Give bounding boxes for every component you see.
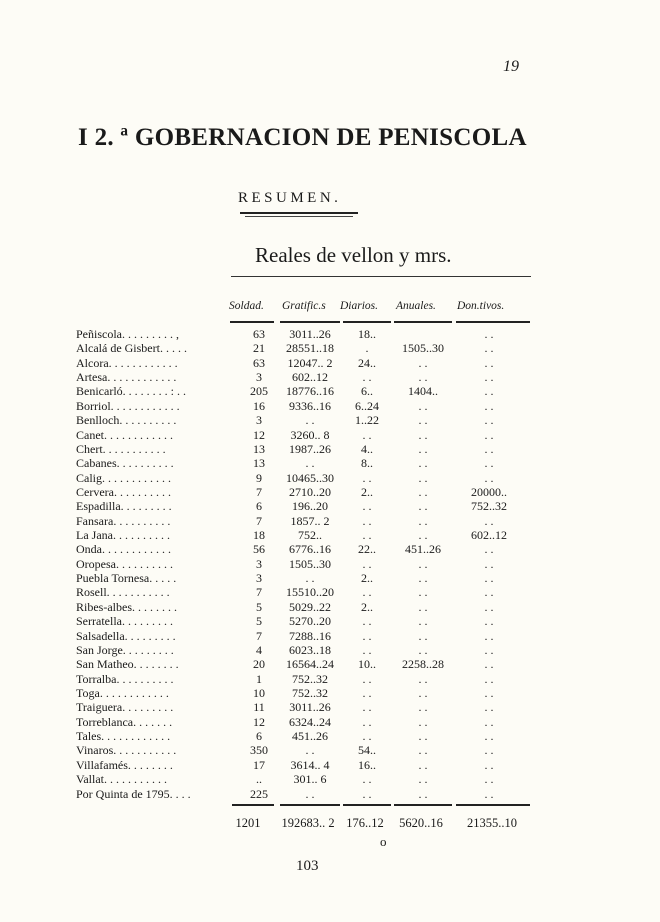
cell-gratificaciones: . . bbox=[305, 456, 315, 471]
col-header-rule bbox=[280, 321, 340, 323]
cell-diarios: . . bbox=[362, 528, 372, 543]
cell-donativos: . . bbox=[484, 671, 494, 686]
place-name: Por Quinta de 1795. . . . bbox=[76, 786, 191, 801]
cell-anuales: . . bbox=[418, 786, 428, 801]
cell-gratificaciones: 7288..16 bbox=[289, 628, 331, 643]
cell-diarios: 1..22 bbox=[355, 413, 379, 428]
cell-anuales: . . bbox=[418, 470, 428, 485]
cell-gratificaciones: 3260.. 8 bbox=[290, 427, 330, 442]
table-row bbox=[0, 729, 660, 743]
subtitle-rule-thin bbox=[245, 216, 353, 217]
table-row bbox=[0, 715, 660, 729]
cell-gratificaciones: 752..32 bbox=[292, 686, 328, 700]
cell-anuales: 1404.. bbox=[408, 384, 438, 399]
cell-anuales: . . bbox=[418, 513, 428, 528]
table-row bbox=[0, 384, 660, 398]
cell-anuales: . . bbox=[418, 729, 428, 744]
table-row bbox=[0, 456, 660, 470]
cell-soldad: 3 bbox=[256, 556, 262, 571]
unit-rule bbox=[231, 276, 531, 277]
col-header-rule bbox=[456, 321, 530, 323]
cell-donativos: . . bbox=[484, 786, 494, 801]
cell-soldad: 6 bbox=[256, 729, 262, 744]
cell-donativos: . . bbox=[484, 772, 494, 787]
cell-donativos: . . bbox=[484, 413, 494, 428]
cell-gratificaciones: 5029..22 bbox=[289, 599, 331, 614]
table-row bbox=[0, 442, 660, 456]
cell-gratificaciones: 5270..20 bbox=[289, 614, 331, 629]
cell-diarios: 2.. bbox=[361, 484, 373, 499]
total-gratificaciones: 192683.. 2 bbox=[281, 816, 335, 830]
cell-soldad: 4 bbox=[256, 642, 262, 657]
total-donativos: 21355..10 bbox=[467, 816, 517, 830]
table-row bbox=[0, 657, 660, 671]
cell-soldad: 17 bbox=[253, 757, 265, 772]
cell-donativos: 20000.. bbox=[471, 484, 507, 499]
cell-gratificaciones: 6776..16 bbox=[289, 542, 331, 557]
table-row bbox=[0, 428, 660, 442]
cell-diarios: 18.. bbox=[358, 327, 376, 341]
cell-donativos: . . bbox=[484, 642, 494, 657]
table-row bbox=[0, 370, 660, 384]
cell-gratificaciones: 18776..16 bbox=[286, 384, 334, 399]
place-name: Tales. . . . . . . . . . . . bbox=[76, 729, 171, 744]
place-name: Espadilla. . . . . . . . . bbox=[76, 499, 172, 514]
table-row bbox=[0, 700, 660, 714]
cell-soldad: 6 bbox=[256, 499, 262, 514]
cell-diarios: . . bbox=[362, 714, 372, 729]
cell-soldad: 13 bbox=[253, 456, 265, 471]
table-row bbox=[0, 672, 660, 686]
cell-donativos: . . bbox=[484, 398, 494, 413]
cell-gratificaciones: 10465..30 bbox=[286, 470, 334, 485]
page-number: 19 bbox=[503, 58, 519, 75]
cell-gratificaciones: 602..12 bbox=[292, 370, 328, 385]
cell-anuales: . . bbox=[418, 528, 428, 543]
cell-gratificaciones: 28551..18 bbox=[286, 341, 334, 356]
cell-soldad: 63 bbox=[253, 327, 265, 341]
place-name: Villafamés. . . . . . . . bbox=[76, 757, 173, 772]
place-name: Vinaros. . . . . . . . . . . bbox=[76, 743, 177, 758]
cell-soldad: 3 bbox=[256, 370, 262, 385]
cell-donativos: . . bbox=[484, 614, 494, 629]
place-name: Onda. . . . . . . . . . . . bbox=[76, 542, 171, 557]
place-name: Chert. . . . . . . . . . . bbox=[76, 441, 166, 456]
table-row bbox=[0, 600, 660, 614]
cell-soldad: 9 bbox=[256, 470, 262, 485]
place-name: Ribes-albes. . . . . . . . bbox=[76, 599, 177, 614]
cell-anuales: . . bbox=[418, 441, 428, 456]
place-name: Canet. . . . . . . . . . . . bbox=[76, 427, 173, 442]
place-name: Alcalá de Gisbert. . . . . bbox=[76, 341, 187, 356]
table-row bbox=[0, 413, 660, 427]
cell-donativos: . . bbox=[484, 384, 494, 399]
cell-soldad: 20 bbox=[253, 657, 265, 672]
table-row bbox=[0, 542, 660, 556]
cell-gratificaciones: 196..20 bbox=[292, 499, 328, 514]
cell-donativos: . . bbox=[484, 571, 494, 586]
cell-anuales: 451..26 bbox=[405, 542, 441, 557]
cell-anuales: . . bbox=[418, 398, 428, 413]
cell-soldad: 7 bbox=[256, 513, 262, 528]
cell-gratificaciones: . . bbox=[305, 743, 315, 758]
cell-donativos: . . bbox=[484, 628, 494, 643]
place-name: Traiguera. . . . . . . . . bbox=[76, 700, 174, 715]
cell-anuales: . . bbox=[418, 599, 428, 614]
col-header-diarios: Diarios. bbox=[340, 300, 379, 312]
total-soldad: 1201 bbox=[235, 816, 261, 830]
cell-soldad: 16 bbox=[253, 398, 265, 413]
cell-anuales: . . bbox=[418, 642, 428, 657]
cell-soldad: .. bbox=[256, 772, 262, 787]
place-name: Alcora. . . . . . . . . . . . bbox=[76, 355, 178, 370]
cell-anuales: . . bbox=[418, 427, 428, 442]
cell-diarios: 6..24 bbox=[355, 398, 379, 413]
cell-soldad: 12 bbox=[253, 714, 265, 729]
place-name: Torreblanca. . . . . . . bbox=[76, 714, 173, 729]
cell-anuales: . . bbox=[418, 743, 428, 758]
total-rule bbox=[280, 804, 340, 806]
cell-diarios: 22.. bbox=[358, 542, 376, 557]
cell-gratificaciones: 3011..26 bbox=[289, 327, 331, 341]
total-rule bbox=[394, 804, 452, 806]
cell-anuales: . . bbox=[418, 628, 428, 643]
cell-diarios: . . bbox=[362, 370, 372, 385]
cell-donativos: . . bbox=[484, 370, 494, 385]
cell-soldad: 18 bbox=[253, 528, 265, 543]
cell-gratificaciones: . . bbox=[305, 571, 315, 586]
total-diarios: 176..12 bbox=[346, 816, 384, 830]
cell-diarios: . . bbox=[362, 513, 372, 528]
cell-gratificaciones: 451..26 bbox=[292, 729, 328, 744]
cell-anuales: . . bbox=[418, 671, 428, 686]
place-name: Oropesa. . . . . . . . . . bbox=[76, 556, 173, 571]
cell-soldad: 12 bbox=[253, 427, 265, 442]
total-anuales: 5620..16 bbox=[399, 816, 443, 830]
col-header-rule bbox=[343, 321, 391, 323]
cell-anuales: . . bbox=[418, 700, 428, 715]
cell-soldad: 350 bbox=[250, 743, 268, 758]
table-row bbox=[0, 614, 660, 628]
cell-diarios: . . bbox=[362, 686, 372, 700]
cell-donativos: . . bbox=[484, 700, 494, 715]
table-row bbox=[0, 341, 660, 355]
place-name: Benicarló. . . . . . . . : . . bbox=[76, 384, 186, 399]
table-row bbox=[0, 585, 660, 599]
cell-donativos: . . bbox=[484, 585, 494, 600]
cell-diarios: . . bbox=[362, 628, 372, 643]
total-rule bbox=[456, 804, 530, 806]
place-name: Rosell. . . . . . . . . . . bbox=[76, 585, 170, 600]
cell-soldad: 21 bbox=[253, 341, 265, 356]
table-row bbox=[0, 356, 660, 370]
cell-diarios: 4.. bbox=[361, 441, 373, 456]
cell-gratificaciones: 6324..24 bbox=[289, 714, 331, 729]
cell-donativos: . . bbox=[484, 542, 494, 557]
cell-soldad: 11 bbox=[253, 700, 265, 715]
table-row bbox=[0, 557, 660, 571]
cell-soldad: 63 bbox=[253, 355, 265, 370]
table-row bbox=[0, 643, 660, 657]
table-row bbox=[0, 471, 660, 485]
cell-gratificaciones: . . bbox=[305, 786, 315, 801]
unit-caption: Reales de vellon y mrs. bbox=[255, 243, 452, 267]
totals-row bbox=[0, 816, 660, 832]
place-name: Serratella. . . . . . . . . bbox=[76, 614, 173, 629]
table-row bbox=[0, 686, 660, 700]
table-row bbox=[0, 629, 660, 643]
cell-diarios: . . bbox=[362, 772, 372, 787]
cell-anuales: . . bbox=[418, 585, 428, 600]
cell-anuales: . . bbox=[418, 456, 428, 471]
col-header-soldad: Soldad. bbox=[229, 300, 264, 312]
table-row bbox=[0, 485, 660, 499]
cell-anuales: 2258..28 bbox=[402, 657, 444, 672]
folio: 103 bbox=[296, 858, 319, 874]
cell-donativos: . . bbox=[484, 743, 494, 758]
place-name: San Jorge. . . . . . . . . bbox=[76, 642, 174, 657]
cell-donativos: 602..12 bbox=[471, 528, 507, 543]
cell-diarios: . . bbox=[362, 671, 372, 686]
cell-anuales: . . bbox=[418, 370, 428, 385]
cell-anuales: . . bbox=[418, 686, 428, 700]
cell-diarios: 16.. bbox=[358, 757, 376, 772]
table-row bbox=[0, 772, 660, 786]
table-row bbox=[0, 528, 660, 542]
table-row bbox=[0, 758, 660, 772]
cell-donativos: . . bbox=[484, 599, 494, 614]
cell-gratificaciones: 1857.. 2 bbox=[290, 513, 330, 528]
cell-soldad: 5 bbox=[256, 614, 262, 629]
cell-donativos: . . bbox=[484, 556, 494, 571]
cell-gratificaciones: 301.. 6 bbox=[293, 772, 327, 787]
place-name: Toga. . . . . . . . . . . . bbox=[76, 686, 169, 700]
table-row bbox=[0, 499, 660, 513]
cell-soldad: 3 bbox=[256, 413, 262, 428]
cell-soldad: 13 bbox=[253, 441, 265, 456]
cell-soldad: 3 bbox=[256, 571, 262, 586]
place-name: Cabanes. . . . . . . . . . bbox=[76, 456, 174, 471]
cell-gratificaciones: 16564..24 bbox=[286, 657, 334, 672]
cell-anuales: . . bbox=[418, 499, 428, 514]
cell-donativos: . . bbox=[484, 714, 494, 729]
cell-donativos: 752..32 bbox=[471, 499, 507, 514]
cell-soldad: 225 bbox=[250, 786, 268, 801]
cell-gratificaciones: 3614.. 4 bbox=[290, 757, 330, 772]
col-header-gratificaciones: Gratific.s bbox=[282, 300, 326, 312]
cell-donativos: . . bbox=[484, 427, 494, 442]
table-row bbox=[0, 571, 660, 585]
cell-donativos: . . bbox=[484, 441, 494, 456]
page-title: I 2. ª GOBERNACION DE PENISCOLA bbox=[78, 124, 527, 151]
cell-gratificaciones: 15510..20 bbox=[286, 585, 334, 600]
table-row bbox=[0, 327, 660, 341]
cell-anuales: . . bbox=[418, 614, 428, 629]
cell-anuales: . . bbox=[418, 413, 428, 428]
table-row bbox=[0, 743, 660, 757]
cell-soldad: 5 bbox=[256, 599, 262, 614]
cell-anuales: . . bbox=[418, 556, 428, 571]
cell-gratificaciones: 2710..20 bbox=[289, 484, 331, 499]
cell-gratificaciones: 12047.. 2 bbox=[287, 355, 333, 370]
col-header-rule bbox=[230, 321, 274, 323]
cell-diarios: . . bbox=[362, 614, 372, 629]
place-name: Vallat. . . . . . . . . . . bbox=[76, 772, 167, 787]
place-name: Calig. . . . . . . . . . . . bbox=[76, 470, 171, 485]
place-name: San Matheo. . . . . . . . bbox=[76, 657, 179, 672]
cell-gratificaciones: 752.. bbox=[298, 528, 322, 543]
total-rule bbox=[232, 804, 274, 806]
total-rule bbox=[343, 804, 391, 806]
cell-donativos: . . bbox=[484, 729, 494, 744]
cell-donativos: . . bbox=[484, 686, 494, 700]
place-name: Torralba. . . . . . . . . . bbox=[76, 671, 174, 686]
cell-donativos: . . bbox=[484, 327, 494, 341]
place-name: Peñiscola. . . . . . . . . , bbox=[76, 327, 179, 341]
place-name: Cervera. . . . . . . . . . bbox=[76, 484, 171, 499]
table-row bbox=[0, 787, 660, 801]
cell-diarios: . . bbox=[362, 427, 372, 442]
cell-diarios: 2.. bbox=[361, 599, 373, 614]
cell-anuales: . . bbox=[418, 484, 428, 499]
cell-soldad: 205 bbox=[250, 384, 268, 399]
col-header-donativos: Don.tivos. bbox=[457, 300, 505, 312]
cell-diarios: . . bbox=[362, 729, 372, 744]
cell-gratificaciones: . . bbox=[305, 413, 315, 428]
cell-gratificaciones: 9336..16 bbox=[289, 398, 331, 413]
cell-gratificaciones: 1987..26 bbox=[289, 441, 331, 456]
cell-diarios: 6.. bbox=[361, 384, 373, 399]
cell-diarios: 10.. bbox=[358, 657, 376, 672]
subtitle-rule bbox=[240, 212, 358, 214]
cell-soldad: 7 bbox=[256, 484, 262, 499]
cell-diarios: . . bbox=[362, 700, 372, 715]
cell-donativos: . . bbox=[484, 513, 494, 528]
cell-anuales: . . bbox=[418, 714, 428, 729]
col-header-anuales: Anuales. bbox=[396, 300, 436, 312]
total-subnote: o bbox=[380, 834, 387, 849]
cell-diarios: . . bbox=[362, 556, 372, 571]
place-name: Salsadella. . . . . . . . . bbox=[76, 628, 176, 643]
cell-diarios: 24.. bbox=[358, 355, 376, 370]
cell-anuales: . . bbox=[418, 772, 428, 787]
cell-gratificaciones: 3011..26 bbox=[289, 700, 331, 715]
cell-anuales: . . bbox=[418, 757, 428, 772]
cell-donativos: . . bbox=[484, 355, 494, 370]
cell-anuales: 1505..30 bbox=[402, 341, 444, 356]
place-name: La Jana. . . . . . . . . . bbox=[76, 528, 170, 543]
cell-diarios: 8.. bbox=[361, 456, 373, 471]
cell-donativos: . . bbox=[484, 657, 494, 672]
cell-donativos: . . bbox=[484, 470, 494, 485]
cell-gratificaciones: 1505..30 bbox=[289, 556, 331, 571]
cell-diarios: . bbox=[365, 341, 369, 356]
table-row bbox=[0, 514, 660, 528]
cell-gratificaciones: 752..32 bbox=[292, 671, 328, 686]
cell-soldad: 7 bbox=[256, 628, 262, 643]
cell-donativos: . . bbox=[484, 341, 494, 356]
cell-anuales: . . bbox=[418, 355, 428, 370]
cell-donativos: . . bbox=[484, 456, 494, 471]
cell-diarios: . . bbox=[362, 642, 372, 657]
cell-gratificaciones: 6023..18 bbox=[289, 642, 331, 657]
cell-anuales: . . bbox=[418, 571, 428, 586]
place-name: Borriol. . . . . . . . . . . . bbox=[76, 398, 180, 413]
cell-diarios: 54.. bbox=[358, 743, 376, 758]
cell-diarios: . . bbox=[362, 585, 372, 600]
place-name: Fansara. . . . . . . . . . bbox=[76, 513, 171, 528]
table-row bbox=[0, 399, 660, 413]
cell-soldad: 1 bbox=[256, 671, 262, 686]
cell-diarios: 2.. bbox=[361, 571, 373, 586]
cell-donativos: . . bbox=[484, 757, 494, 772]
place-name: Benlloch. . . . . . . . . . bbox=[76, 413, 177, 428]
cell-diarios: . . bbox=[362, 786, 372, 801]
place-name: Puebla Tornesa. . . . . bbox=[76, 571, 177, 586]
subtitle: RESUMEN. bbox=[238, 190, 342, 206]
cell-diarios: . . bbox=[362, 499, 372, 514]
cell-soldad: 56 bbox=[253, 542, 265, 557]
cell-soldad: 10 bbox=[253, 686, 265, 700]
cell-diarios: . . bbox=[362, 470, 372, 485]
place-name: Artesa. . . . . . . . . . . . bbox=[76, 370, 177, 385]
cell-soldad: 7 bbox=[256, 585, 262, 600]
col-header-rule bbox=[394, 321, 452, 323]
